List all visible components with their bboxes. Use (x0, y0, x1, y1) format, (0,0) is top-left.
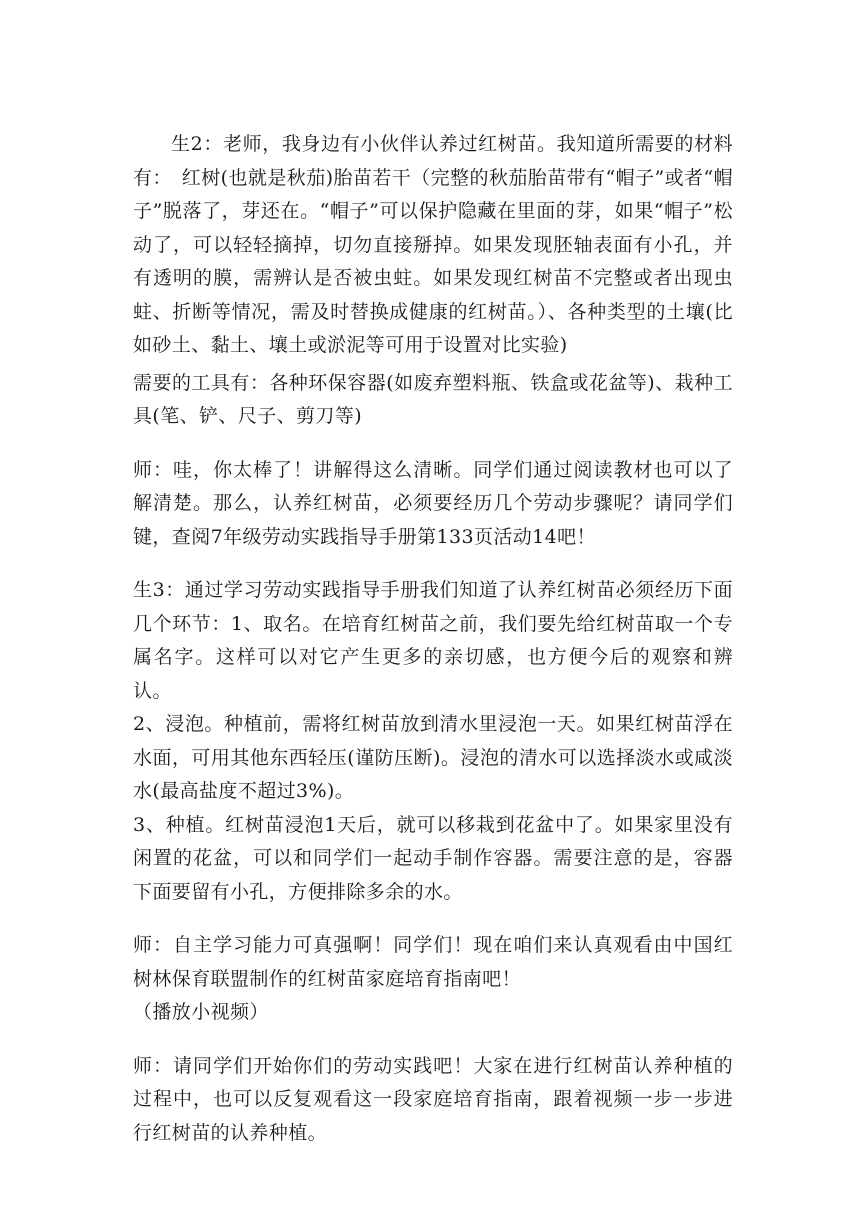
paragraph-teacher-praise: 师：哇，你太棒了！讲解得这么清晰。同学们通过阅读教材也可以了解清楚。那么，认养红树苗，必须要经历几个劳动步骤呢？请同学们键，查阅7年级劳动实践指导手册第133页活动14吧！ (133, 458, 733, 548)
spacer (133, 554, 733, 574)
spacer (133, 434, 733, 454)
paragraph-tools: 需要的工具有：各种环保容器(如废弃塑料瓶、铁盒或花盆等)、栽种工具(笔、铲、尺子、剪刀等) (133, 371, 733, 427)
paragraph-step-plant: 3、种植。红树苗浸泡1天后，就可以移栽到花盆中了。如果家里没有闲置的花盆，可以和同学们一起动手制作容器。需要注意的是，容器下面要留有小孔，方便排除多余的水。 (133, 813, 733, 903)
spacer (133, 1030, 733, 1050)
document-body (133, 128, 733, 1150)
paragraph-student2-materials: 生2：老师，我身边有小伙伴认养过红树苗。我知道所需要的材料有： 红树(也就是秋茄)胎苗若干（完整的秋茄胎苗带有“帽子”或者“帽子”脱落了，芽还在。“帽子”可以保护隐藏在里面的芽，如果“帽子”松动了，可以轻轻摘掉，切勿直接掰掉。如果发现胚轴表面有小孔，并有透明的膜，需辨认是否被虫蛀。如果发现红树苗不完整或者出现虫蛀、折断等情况，需及时替换成健康的红树苗。）、各种类型的土壤(比如砂土、黏土、壤土或淤泥等可用于设置对比实验) (133, 133, 733, 356)
spacer (133, 909, 733, 929)
paragraph-step-soak: 2、浸泡。种植前，需将红树苗放到清水里浸泡一天。如果红树苗浮在水面，可用其他东西轻压(谨防压断)。浸泡的清水可以选择淡水或咸淡水(最高盐度不超过3%)。 (133, 713, 733, 802)
paragraph-student3-steps: 生3：通过学习劳动实践指导手册我们知道了认养红树苗必须经历下面几个环节：1、取名。在培育红树苗之前，我们要先给红树苗取一个专属名字。这样可以对它产生更多的亲切感，也方便今后的观察和辨认。 (133, 579, 733, 702)
paragraph-teacher-practice: 师：请同学们开始你们的劳动实践吧！大家在进行红树苗认养种植的过程中，也可以反复观看这一段家庭培育指南，跟着视频一步一步进行红树苗的认养种植。 (133, 1054, 733, 1144)
paragraph-play-video-note: （播放小视频） (133, 1001, 269, 1023)
paragraph-teacher-video: 师：自主学习能力可真强啊！同学们！现在咱们来认真观看由中国红树林保育联盟制作的红树苗家庭培育指南吧！ (133, 934, 733, 990)
